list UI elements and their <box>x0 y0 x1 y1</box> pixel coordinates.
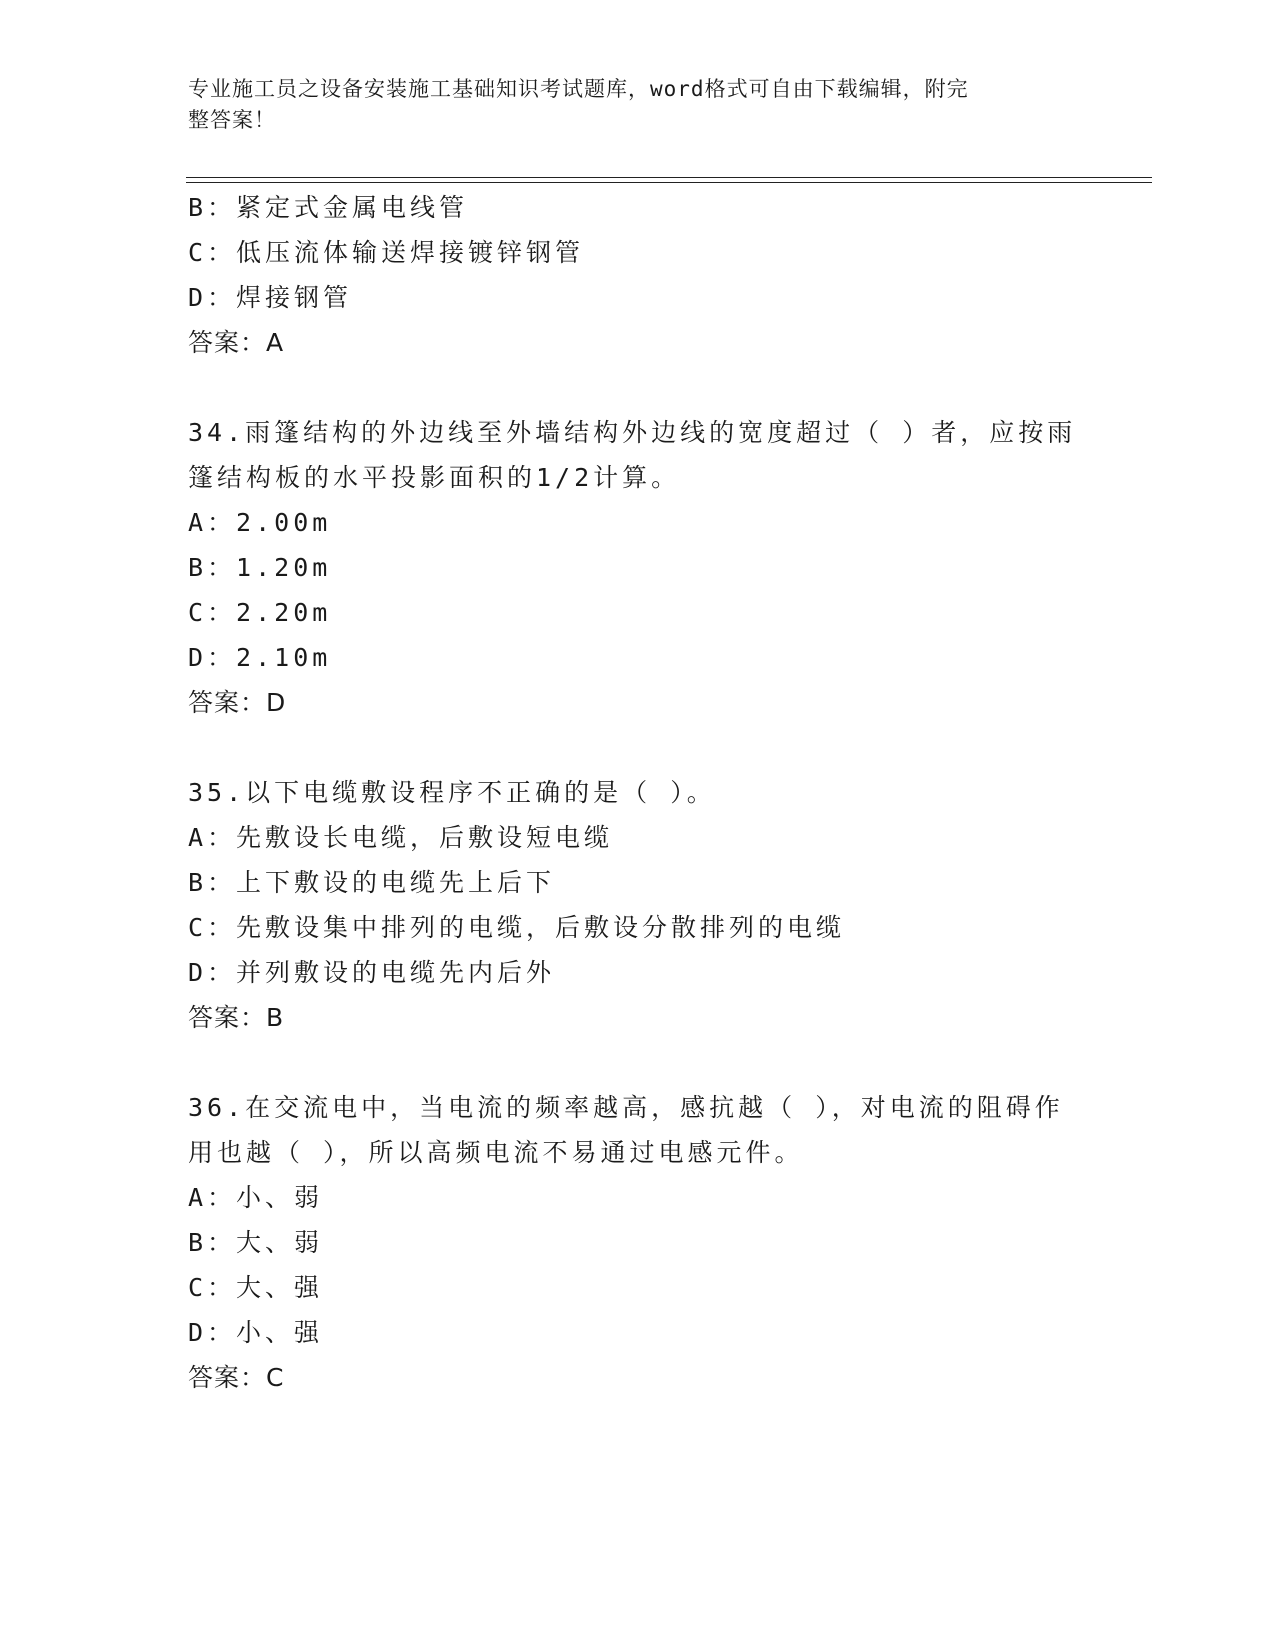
document-header <box>188 74 1068 136</box>
q34-option-c: C：2.20m <box>188 598 332 627</box>
q35-stem-line-1: 35.以下电缆敷设程序不正确的是（ ）。 <box>188 778 716 807</box>
q36-option-b: B：大、弱 <box>188 1228 324 1257</box>
q34-stem-line-1: 34.雨篷结构的外边线至外墙结构外边线的宽度超过（ ）者，应按雨 <box>188 418 1077 447</box>
header-line-1: 专业施工员之设备安装施工基础知识考试题库，word格式可自由下载编辑，附完 <box>188 77 969 101</box>
header-line-2: 整答案！ <box>188 108 276 132</box>
q34-option-b: B：1.20m <box>188 553 332 582</box>
q35-option-d: D：并列敷设的电缆先内后外 <box>188 958 556 987</box>
q35-answer: 答案：B <box>188 1003 285 1032</box>
q34-option-a: A：2.00m <box>188 508 332 537</box>
q33-option-b: B：紧定式金属电线管 <box>188 193 469 222</box>
q35-option-c: C：先敷设集中排列的电缆，后敷设分散排列的电缆 <box>188 913 846 942</box>
q33-option-d: D：焊接钢管 <box>188 283 353 312</box>
q34-stem-line-2: 篷结构板的水平投影面积的1/2计算。 <box>188 463 681 492</box>
q36-option-c: C：大、强 <box>188 1273 324 1302</box>
q33-answer: 答案：A <box>188 328 285 357</box>
q36-stem-line-2: 用也越（ ），所以高频电流不易通过电感元件。 <box>188 1138 804 1167</box>
q33-option-c: C：低压流体输送焊接镀锌钢管 <box>188 238 585 267</box>
header-rule-top <box>186 177 1152 178</box>
q34-answer: 答案：D <box>188 688 287 717</box>
q36-answer: 答案：C <box>188 1363 285 1392</box>
q34-option-d: D：2.10m <box>188 643 332 672</box>
q36-option-a: A：小、弱 <box>188 1183 324 1212</box>
q35-option-b: B：上下敷设的电缆先上后下 <box>188 868 556 897</box>
q36-stem-line-1: 36.在交流电中，当电流的频率越高，感抗越（ ），对电流的阻碍作 <box>188 1093 1064 1122</box>
q36-option-d: D：小、强 <box>188 1318 324 1347</box>
q35-option-a: A：先敷设长电缆，后敷设短电缆 <box>188 823 614 852</box>
header-rule-bottom <box>186 182 1152 183</box>
